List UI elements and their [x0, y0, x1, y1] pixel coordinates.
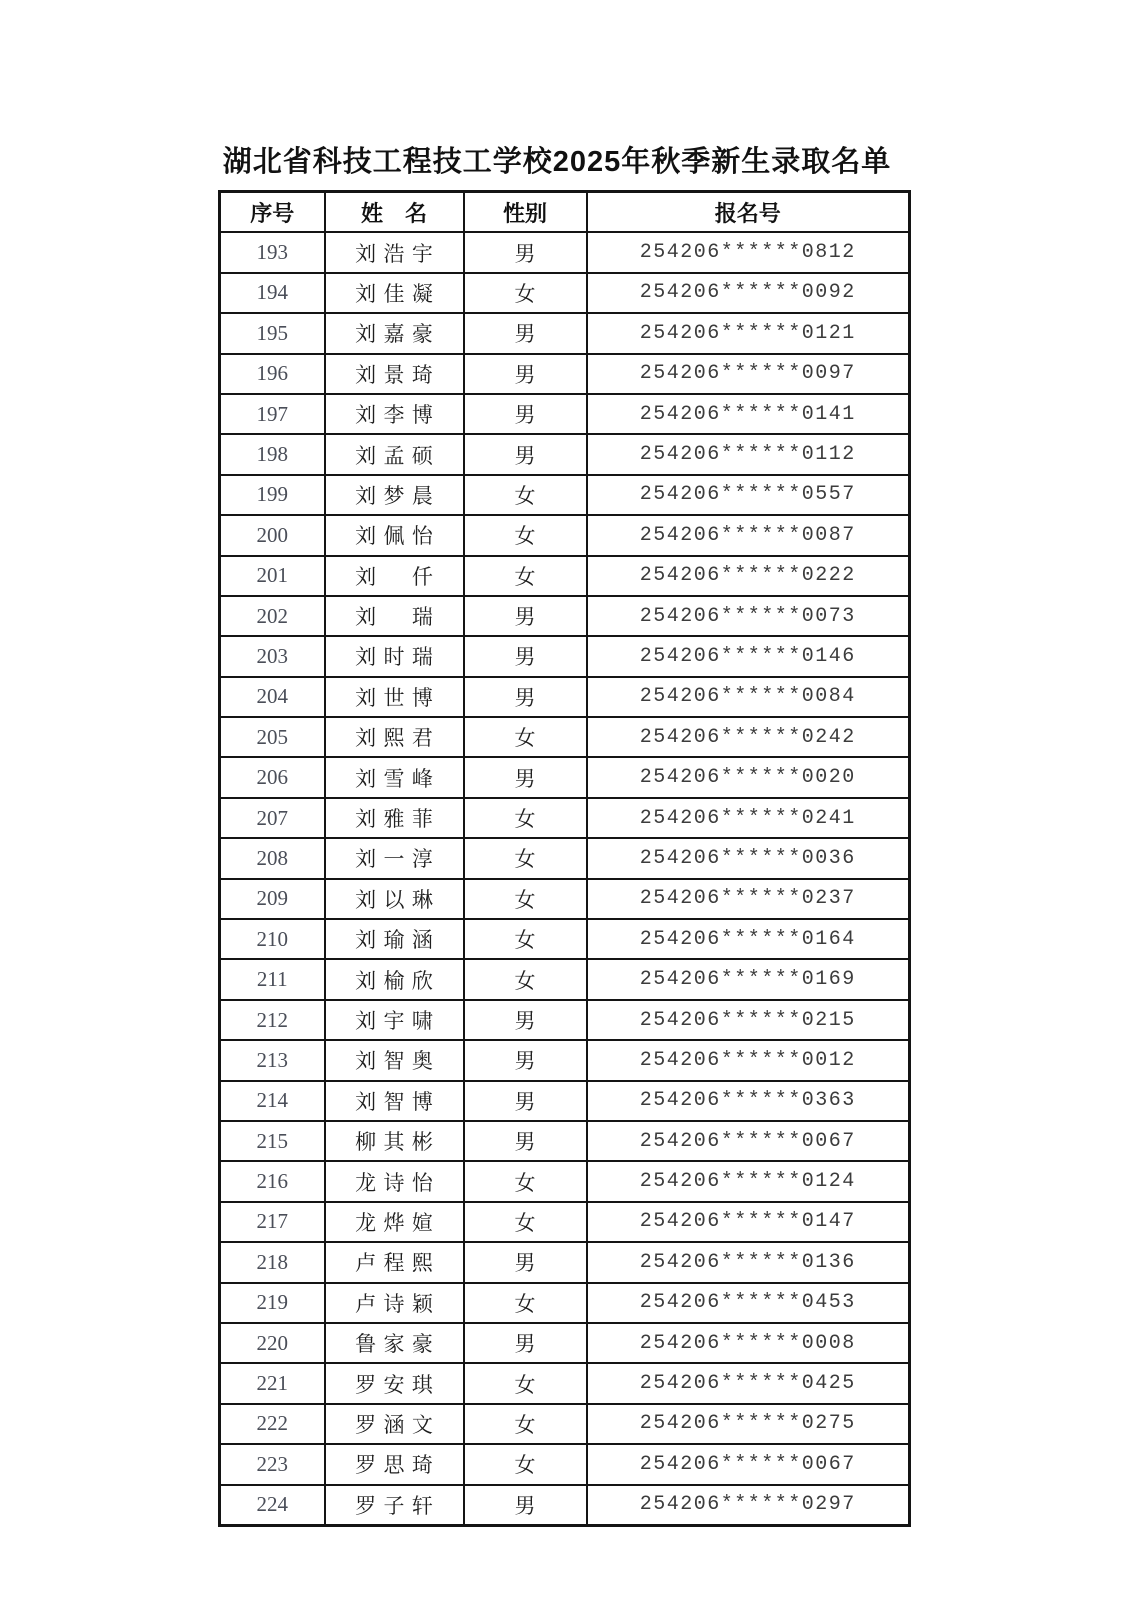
student-name-cell: 龙烨媗 — [325, 1202, 464, 1242]
table-row — [220, 1283, 910, 1323]
serial-no-cell: 203 — [220, 636, 325, 676]
serial-no-cell: 224 — [220, 1485, 325, 1526]
table-row — [220, 1404, 910, 1444]
gender-cell: 女 — [464, 1404, 587, 1444]
gender-cell: 女 — [464, 1444, 587, 1484]
serial-no-cell: 221 — [220, 1363, 325, 1403]
student-name-cell: 龙诗怡 — [325, 1161, 464, 1201]
admission-table-body — [220, 232, 910, 1525]
serial-no-cell: 201 — [220, 556, 325, 596]
gender-cell: 女 — [464, 1161, 587, 1201]
table-row — [220, 475, 910, 515]
registration-no-cell: 254206******0812 — [587, 232, 910, 272]
table-row — [220, 434, 910, 474]
serial-no-cell: 215 — [220, 1121, 325, 1161]
registration-no-cell: 254206******0557 — [587, 475, 910, 515]
student-name-cell: 卢诗颖 — [325, 1283, 464, 1323]
student-name-cell: 刘 仟 — [325, 556, 464, 596]
serial-no-cell: 194 — [220, 273, 325, 313]
registration-no-cell: 254206******0008 — [587, 1323, 910, 1363]
student-name-cell: 刘以琳 — [325, 879, 464, 919]
serial-no-cell: 209 — [220, 879, 325, 919]
table-row — [220, 798, 910, 838]
gender-cell: 女 — [464, 556, 587, 596]
student-name-cell: 刘嘉豪 — [325, 313, 464, 353]
gender-cell: 男 — [464, 434, 587, 474]
student-name-cell: 刘梦晨 — [325, 475, 464, 515]
table-row — [220, 1000, 910, 1040]
table-row — [220, 838, 910, 878]
registration-no-cell: 254206******0363 — [587, 1081, 910, 1121]
gender-cell: 男 — [464, 1121, 587, 1161]
student-name-cell: 刘世博 — [325, 677, 464, 717]
table-row — [220, 313, 910, 353]
col-header-name: 姓 名 — [325, 192, 464, 233]
table-row — [220, 1363, 910, 1403]
registration-no-cell: 254206******0097 — [587, 354, 910, 394]
gender-cell: 女 — [464, 879, 587, 919]
registration-no-cell: 254206******0067 — [587, 1444, 910, 1484]
serial-no-cell: 210 — [220, 919, 325, 959]
student-name-cell: 刘 瑞 — [325, 596, 464, 636]
serial-no-cell: 202 — [220, 596, 325, 636]
gender-cell: 女 — [464, 1363, 587, 1403]
table-row — [220, 1485, 910, 1526]
table-row — [220, 1161, 910, 1201]
serial-no-cell: 197 — [220, 394, 325, 434]
registration-no-cell: 254206******0084 — [587, 677, 910, 717]
table-row — [220, 354, 910, 394]
registration-no-cell: 254206******0222 — [587, 556, 910, 596]
serial-no-cell: 205 — [220, 717, 325, 757]
student-name-cell: 刘雅菲 — [325, 798, 464, 838]
student-name-cell: 柳其彬 — [325, 1121, 464, 1161]
gender-cell: 女 — [464, 1283, 587, 1323]
table-row — [220, 1444, 910, 1484]
registration-no-cell: 254206******0036 — [587, 838, 910, 878]
student-name-cell: 刘景琦 — [325, 354, 464, 394]
student-name-cell: 罗涵文 — [325, 1404, 464, 1444]
student-name-cell: 刘佳凝 — [325, 273, 464, 313]
registration-no-cell: 254206******0453 — [587, 1283, 910, 1323]
table-row — [220, 556, 910, 596]
admission-table — [218, 190, 911, 1527]
table-row — [220, 717, 910, 757]
gender-cell: 男 — [464, 232, 587, 272]
student-name-cell: 罗子轩 — [325, 1485, 464, 1526]
student-name-cell: 刘智博 — [325, 1081, 464, 1121]
serial-no-cell: 195 — [220, 313, 325, 353]
student-name-cell: 鲁家豪 — [325, 1323, 464, 1363]
gender-cell: 女 — [464, 798, 587, 838]
gender-cell: 男 — [464, 757, 587, 797]
table-row — [220, 919, 910, 959]
table-row — [220, 1202, 910, 1242]
registration-no-cell: 254206******0425 — [587, 1363, 910, 1403]
student-name-cell: 卢程熙 — [325, 1242, 464, 1282]
registration-no-cell: 254206******0275 — [587, 1404, 910, 1444]
gender-cell: 女 — [464, 1202, 587, 1242]
table-row — [220, 1121, 910, 1161]
student-name-cell: 刘宇啸 — [325, 1000, 464, 1040]
table-row — [220, 1323, 910, 1363]
serial-no-cell: 206 — [220, 757, 325, 797]
gender-cell: 男 — [464, 636, 587, 676]
gender-cell: 女 — [464, 273, 587, 313]
student-name-cell: 罗安琪 — [325, 1363, 464, 1403]
registration-no-cell: 254206******0092 — [587, 273, 910, 313]
registration-no-cell: 254206******0012 — [587, 1040, 910, 1080]
gender-cell: 女 — [464, 717, 587, 757]
gender-cell: 男 — [464, 313, 587, 353]
registration-no-cell: 254206******0067 — [587, 1121, 910, 1161]
serial-no-cell: 204 — [220, 677, 325, 717]
registration-no-cell: 254206******0073 — [587, 596, 910, 636]
serial-no-cell: 193 — [220, 232, 325, 272]
serial-no-cell: 208 — [220, 838, 325, 878]
student-name-cell: 刘熙君 — [325, 717, 464, 757]
registration-no-cell: 254206******0124 — [587, 1161, 910, 1201]
student-name-cell: 刘智奥 — [325, 1040, 464, 1080]
registration-no-cell: 254206******0087 — [587, 515, 910, 555]
student-name-cell: 刘一淳 — [325, 838, 464, 878]
serial-no-cell: 218 — [220, 1242, 325, 1282]
registration-no-cell: 254206******0146 — [587, 636, 910, 676]
student-name-cell: 刘瑜涵 — [325, 919, 464, 959]
registration-no-cell: 254206******0141 — [587, 394, 910, 434]
serial-no-cell: 200 — [220, 515, 325, 555]
registration-no-cell: 254206******0020 — [587, 757, 910, 797]
registration-no-cell: 254206******0169 — [587, 959, 910, 999]
table-header-row — [220, 192, 910, 233]
serial-no-cell: 196 — [220, 354, 325, 394]
registration-no-cell: 254206******0164 — [587, 919, 910, 959]
gender-cell: 女 — [464, 515, 587, 555]
registration-no-cell: 254206******0147 — [587, 1202, 910, 1242]
gender-cell: 男 — [464, 1242, 587, 1282]
gender-cell: 男 — [464, 677, 587, 717]
serial-no-cell: 216 — [220, 1161, 325, 1201]
serial-no-cell: 219 — [220, 1283, 325, 1323]
registration-no-cell: 254206******0297 — [587, 1485, 910, 1526]
table-row — [220, 879, 910, 919]
registration-no-cell: 254206******0112 — [587, 434, 910, 474]
gender-cell: 男 — [464, 1323, 587, 1363]
table-row — [220, 1242, 910, 1282]
serial-no-cell: 217 — [220, 1202, 325, 1242]
col-header-registration-no: 报名号 — [587, 192, 910, 233]
table-row — [220, 232, 910, 272]
table-row — [220, 677, 910, 717]
gender-cell: 男 — [464, 394, 587, 434]
gender-cell: 男 — [464, 1485, 587, 1526]
registration-no-cell: 254206******0242 — [587, 717, 910, 757]
student-name-cell: 刘榆欣 — [325, 959, 464, 999]
table-row — [220, 394, 910, 434]
gender-cell: 男 — [464, 596, 587, 636]
serial-no-cell: 211 — [220, 959, 325, 999]
serial-no-cell: 214 — [220, 1081, 325, 1121]
gender-cell: 男 — [464, 1040, 587, 1080]
registration-no-cell: 254206******0121 — [587, 313, 910, 353]
registration-no-cell: 254206******0136 — [587, 1242, 910, 1282]
student-name-cell: 刘孟硕 — [325, 434, 464, 474]
table-row — [220, 757, 910, 797]
col-header-gender: 性别 — [464, 192, 587, 233]
student-name-cell: 刘雪峰 — [325, 757, 464, 797]
serial-no-cell: 199 — [220, 475, 325, 515]
student-name-cell: 刘佩怡 — [325, 515, 464, 555]
student-name-cell: 刘李博 — [325, 394, 464, 434]
col-header-serial-no: 序号 — [220, 192, 325, 233]
student-name-cell: 刘时瑞 — [325, 636, 464, 676]
student-name-cell: 罗思琦 — [325, 1444, 464, 1484]
registration-no-cell: 254206******0237 — [587, 879, 910, 919]
gender-cell: 男 — [464, 1081, 587, 1121]
table-row — [220, 273, 910, 313]
serial-no-cell: 220 — [220, 1323, 325, 1363]
table-row — [220, 596, 910, 636]
table-row — [220, 515, 910, 555]
serial-no-cell: 213 — [220, 1040, 325, 1080]
serial-no-cell: 207 — [220, 798, 325, 838]
gender-cell: 女 — [464, 919, 587, 959]
serial-no-cell: 212 — [220, 1000, 325, 1040]
student-name-cell: 刘浩宇 — [325, 232, 464, 272]
table-row — [220, 959, 910, 999]
serial-no-cell: 222 — [220, 1404, 325, 1444]
registration-no-cell: 254206******0241 — [587, 798, 910, 838]
gender-cell: 女 — [464, 475, 587, 515]
serial-no-cell: 223 — [220, 1444, 325, 1484]
serial-no-cell: 198 — [220, 434, 325, 474]
table-row — [220, 1081, 910, 1121]
gender-cell: 女 — [464, 959, 587, 999]
page-title: 湖北省科技工程技工学校2025年秋季新生录取名单 — [222, 146, 892, 178]
gender-cell: 女 — [464, 838, 587, 878]
registration-no-cell: 254206******0215 — [587, 1000, 910, 1040]
gender-cell: 男 — [464, 1000, 587, 1040]
gender-cell: 男 — [464, 354, 587, 394]
table-row — [220, 636, 910, 676]
table-row — [220, 1040, 910, 1080]
